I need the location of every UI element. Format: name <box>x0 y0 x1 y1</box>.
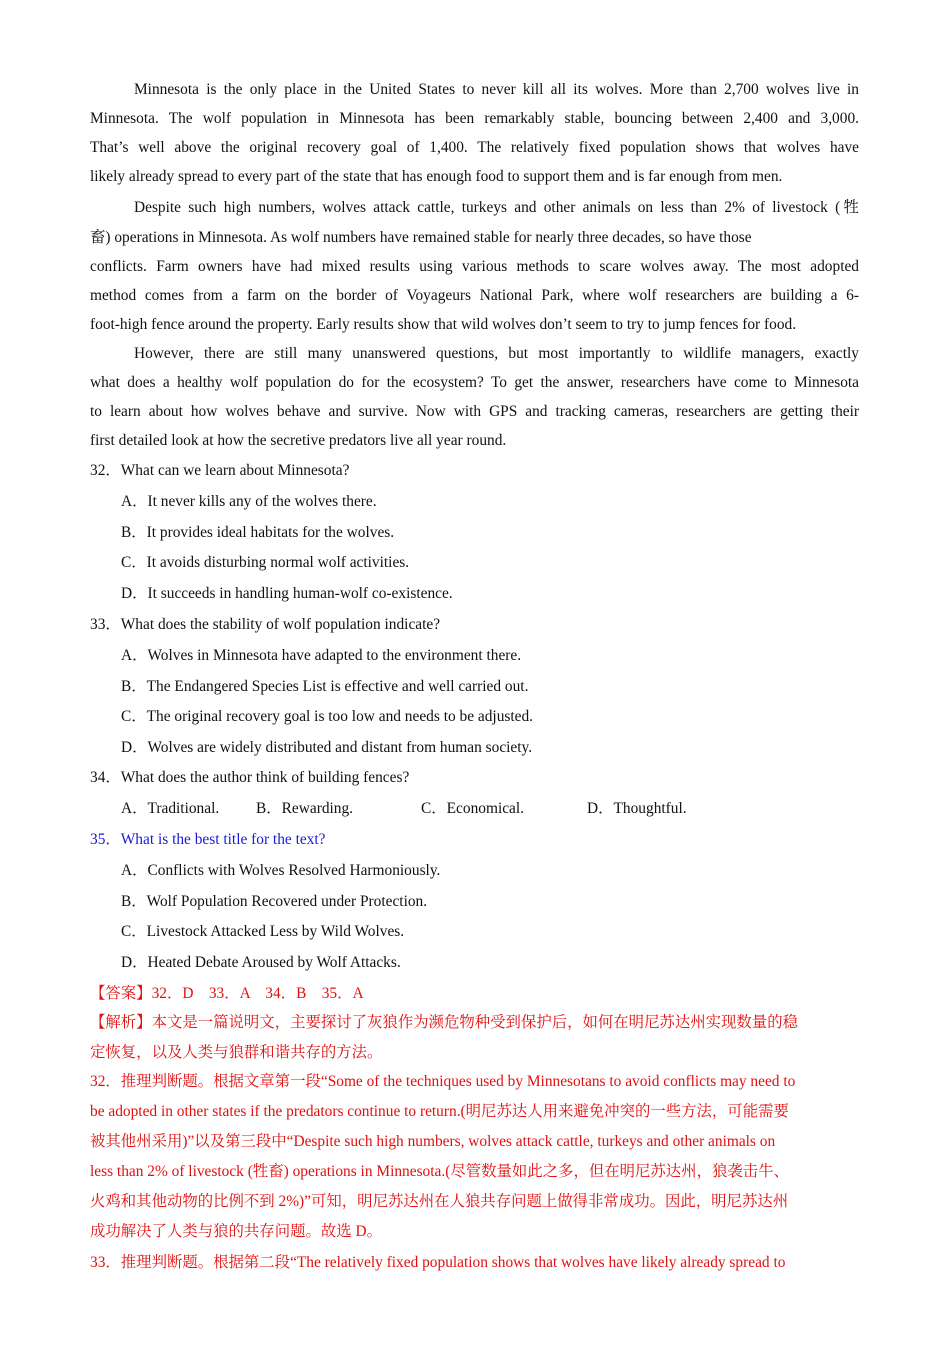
question-33-option-a: A．Wolves in Minnesota have adapted to the environment there. <box>121 647 522 664</box>
question-35-option-b: B．Wolf Population Recovered under Protection. <box>121 893 428 910</box>
question-33-option-c: C．The original recovery goal is too low and needs to be adjusted. <box>121 708 534 725</box>
question-34-option-c: C．Economical. <box>421 800 525 817</box>
question-34-option-a: A．Traditional. <box>121 800 220 817</box>
analysis-32-line-3: 被其他州采用)”以及第三段中“Despite such high numbers, wolves attack cattle, turkeys and other animals on <box>90 1133 776 1150</box>
question-32-option-d: D．It succeeds in handling human-wolf co-existence. <box>121 585 453 602</box>
passage-p2-line-3: conflicts. Farm owners have had mixed results using various methods to scare wolves away. The most adopted <box>90 258 859 275</box>
passage-p3-line-4: first detailed look at how the secretive predators live all year round. <box>90 432 507 449</box>
question-35-option-a: A．Conflicts with Wolves Resolved Harmoniously. <box>121 862 441 879</box>
question-35-option-c: C．Livestock Attacked Less by Wild Wolves. <box>121 923 405 940</box>
question-35-option-d: D．Heated Debate Aroused by Wolf Attacks. <box>121 954 401 971</box>
passage-p2-line-1: Despite such high numbers, wolves attack cattle, turkeys and other animals on less than 2% of livestock (牲 <box>134 199 859 216</box>
question-33-option-b: B．The Endangered Species List is effective and well carried out. <box>121 678 529 695</box>
analysis-32-line-2: be adopted in other states if the predators continue to return.(明尼苏达人用来避免冲突的一些方法，可能需要 <box>90 1103 789 1120</box>
analysis-32-line-5: 火鸡和其他动物的比例不到 2%)”可知，明尼苏达州在人狼共存问题上做得非常成功。因此，明尼苏达州 <box>90 1193 789 1210</box>
analysis-33-line-1: 33．推理判断题。根据第二段“The relatively fixed population shows that wolves have likely already spread to <box>90 1254 786 1271</box>
question-34-option-b: B．Rewarding. <box>256 800 354 817</box>
passage-p3-line-3: to learn about how wolves behave and survive. Now with GPS and tracking cameras, researchers are getting their <box>90 403 859 420</box>
analysis-32-line-1: 32．推理判断题。根据文章第一段“Some of the techniques used by Minnesotans to avoid conflicts may need to <box>90 1073 796 1090</box>
question-32-option-b: B．It provides ideal habitats for the wolves. <box>121 524 395 541</box>
question-32-option-c: C．It avoids disturbing normal wolf activities. <box>121 554 410 571</box>
analysis-intro-line-2: 定恢复，以及人类与狼群和谐共存的方法。 <box>90 1044 383 1061</box>
analysis-32-line-6: 成功解决了人类与狼的共存问题。故选 D。 <box>90 1223 382 1240</box>
question-34-option-d: D．Thoughtful. <box>587 800 687 817</box>
passage-p3-line-1: However, there are still many unanswered questions, but most importantly to wildlife managers, exactly <box>134 345 859 362</box>
question-32-stem: 32．What can we learn about Minnesota? <box>90 462 350 479</box>
passage-p1-line-1: Minnesota is the only place in the United States to never kill all its wolves. More than 2,700 wolves live in <box>134 81 859 98</box>
question-34-stem: 34．What does the author think of building fences? <box>90 769 410 786</box>
question-32-option-a: A．It never kills any of the wolves there. <box>121 493 377 510</box>
analysis-intro-line-1: 【解析】本文是一篇说明文，主要探讨了灰狼作为濒危物种受到保护后，如何在明尼苏达州实现数量的稳 <box>90 1014 798 1031</box>
passage-p1-line-4: likely already spread to every part of the state that has enough food to support them and is far enough from men. <box>90 168 783 185</box>
answer-key: 【答案】32．D 33．A 34．B 35．A <box>90 985 364 1002</box>
passage-p1-line-2: Minnesota. The wolf population in Minnesota has been remarkably stable, bouncing between 2,400 and 3,000. <box>90 110 859 127</box>
question-35-stem: 35．What is the best title for the text? <box>90 831 326 848</box>
passage-p2-line-2: 畜) operations in Minnesota. As wolf numbers have remained stable for nearly three decades, so have those <box>90 229 752 246</box>
passage-p1-line-3: That’s well above the original recovery goal of 1,400. The relatively fixed population shows that wolves have <box>90 139 859 156</box>
passage-p2-line-5: foot-high fence around the property. Early results show that wild wolves don’t seem to try to jump fences for food. <box>90 316 797 333</box>
analysis-32-line-4: less than 2% of livestock (牲畜) operations in Minnesota.(尽管数量如此之多，但在明尼苏达州，狼袭击牛、 <box>90 1163 789 1180</box>
passage-p2-line-4: method comes from a farm on the border of Voyageurs National Park, where wolf researchers are building a 6- <box>90 287 859 304</box>
question-33-stem: 33．What does the stability of wolf population indicate? <box>90 616 441 633</box>
question-33-option-d: D．Wolves are widely distributed and distant from human society. <box>121 739 533 756</box>
passage-p3-line-2: what does a healthy wolf population do for the ecosystem? To get the answer, researchers have come to Minnesota <box>90 374 859 391</box>
